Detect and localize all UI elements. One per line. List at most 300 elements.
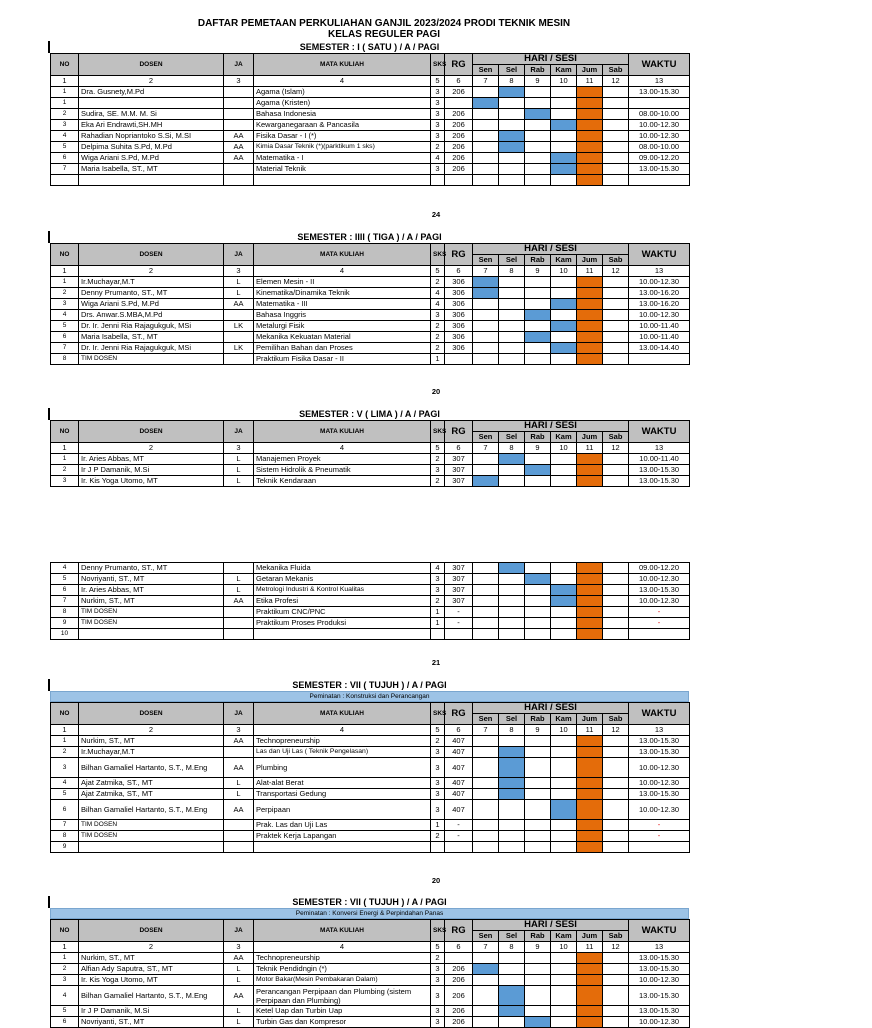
day-header-jum: Jum [577,255,603,266]
day-header-sel: Sel [499,65,525,76]
day-cell [603,618,629,629]
row-no: 2 [51,964,79,975]
row-no: 8 [51,354,79,365]
row-ja: AA [224,953,254,964]
row-sks: 3 [431,131,445,142]
row-rg: - [445,618,473,629]
day-header-kam: Kam [551,432,577,443]
row-dosen: Novriyanti, ST., MT [79,1017,224,1028]
table-row [51,454,690,465]
row-waktu [629,842,690,853]
jumat-cell [577,142,603,153]
table-row [51,820,690,831]
day-cell [525,585,551,596]
column-number: 8 [499,942,525,953]
row-rg: - [445,820,473,831]
day-cell [525,964,551,975]
row-waktu: 10.00-12.30 [629,975,690,986]
row-mata-kuliah: Metalurgi Fisik [254,321,431,332]
row-dosen: Delpima Suhita S.Pd, M.Pd [79,142,224,153]
row-waktu: 13.00-16.20 [629,288,690,299]
table-row [51,831,690,842]
row-rg: 407 [445,736,473,747]
scheduled-day-cell [525,109,551,120]
row-mata-kuliah: Manajemen Proyek [254,454,431,465]
row-no: 1 [51,98,79,109]
day-cell [525,164,551,175]
row-mata-kuliah: Praktikum CNC/PNC [254,607,431,618]
row-ja: AA [224,596,254,607]
row-ja [224,120,254,131]
column-number: 3 [224,76,254,87]
row-ja: L [224,288,254,299]
day-cell [473,120,499,131]
row-mata-kuliah: Kimia Dasar Teknik (*)(parktikum 1 sks) [254,142,431,153]
column-header-mata-kuliah: MATA KULIAH [254,54,431,76]
row-sks: 1 [431,618,445,629]
row-ja [224,607,254,618]
row-sks: 3 [431,758,445,778]
column-number: 9 [525,76,551,87]
day-cell [473,953,499,964]
row-no: 8 [51,607,79,618]
table-row [51,153,690,164]
day-cell [603,321,629,332]
column-number: 3 [224,443,254,454]
day-cell [473,1006,499,1017]
day-cell [473,831,499,842]
column-header-ja: JA [224,703,254,725]
row-sks: 3 [431,574,445,585]
row-rg: 206 [445,131,473,142]
scheduled-day-cell [551,343,577,354]
jumat-cell [577,299,603,310]
row-ja: L [224,465,254,476]
row-mata-kuliah: Kinematika/Dinamika Teknik [254,288,431,299]
column-header-dosen: DOSEN [79,421,224,443]
column-number: 11 [577,942,603,953]
semester-title: SEMESTER : VII ( TUJUH ) / A / PAGI [292,680,447,690]
row-mata-kuliah: Mekanika Fluida [254,563,431,574]
day-header-sen: Sen [473,432,499,443]
row-sks: 3 [431,986,445,1006]
day-header-sen: Sen [473,714,499,725]
day-cell [499,109,525,120]
row-mata-kuliah: Perpipaan [254,800,431,820]
row-no: 1 [51,277,79,288]
scheduled-day-cell [551,585,577,596]
row-waktu: 10.00-11.40 [629,454,690,465]
day-header-sen: Sen [473,931,499,942]
column-header-no: NO [51,244,79,266]
row-waktu: 13.00-15.30 [629,1006,690,1017]
row-waktu: 10.00-11.40 [629,332,690,343]
column-number: 9 [525,443,551,454]
day-header-rab: Rab [525,432,551,443]
row-ja: L [224,574,254,585]
row-dosen [79,175,224,186]
day-cell [551,574,577,585]
day-cell [525,288,551,299]
table-row [51,800,690,820]
column-number: 7 [473,443,499,454]
row-mata-kuliah: Pemilihan Bahan dan Proses [254,343,431,354]
row-ja [224,842,254,853]
row-sks: 4 [431,299,445,310]
row-dosen: Maria Isabella, ST., MT [79,164,224,175]
table-row [51,1006,690,1017]
row-no: 1 [51,87,79,98]
row-waktu: 13.00-15.30 [629,964,690,975]
column-header-rg: RG [445,244,473,266]
day-cell [551,964,577,975]
day-cell [525,831,551,842]
day-header-rab: Rab [525,931,551,942]
row-waktu: - [629,607,690,618]
row-no [51,175,79,186]
column-header-ja: JA [224,244,254,266]
row-rg: 407 [445,758,473,778]
row-sks: 2 [431,476,445,487]
day-cell [473,618,499,629]
table-row [51,629,690,640]
jumat-cell [577,820,603,831]
jumat-cell [577,98,603,109]
row-ja: L [224,778,254,789]
row-sks: 2 [431,953,445,964]
day-header-sel: Sel [499,255,525,266]
row-rg: 206 [445,142,473,153]
day-cell [603,310,629,321]
row-mata-kuliah: Agama (Kristen) [254,98,431,109]
day-cell [525,758,551,778]
day-cell [551,820,577,831]
row-rg: 206 [445,986,473,1006]
row-rg [445,98,473,109]
row-ja: L [224,585,254,596]
column-number: 11 [577,725,603,736]
day-cell [551,986,577,1006]
row-no: 4 [51,986,79,1006]
schedule-table [50,562,690,640]
row-waktu: - [629,831,690,842]
day-cell [525,986,551,1006]
scheduled-day-cell [525,465,551,476]
row-dosen: Wiga Ariani S.Pd, M.Pd [79,153,224,164]
day-cell [603,800,629,820]
row-sks: 3 [431,1017,445,1028]
scheduled-day-cell [551,596,577,607]
row-sks: 3 [431,778,445,789]
row-no: 9 [51,618,79,629]
column-number: 4 [254,725,431,736]
row-rg: 206 [445,120,473,131]
day-cell [603,964,629,975]
document-subtitle: KELAS REGULER PAGI [327,29,441,40]
day-cell [551,454,577,465]
row-no: 7 [51,164,79,175]
column-header-hari-sesi: HARI / SESI [473,421,629,432]
row-waktu: 13.00-15.30 [629,465,690,476]
day-cell [473,1017,499,1028]
row-sks: 2 [431,454,445,465]
row-mata-kuliah: Getaran Mekanis [254,574,431,585]
row-sks: 3 [431,120,445,131]
column-header-sks: SKS [431,703,445,725]
column-header-waktu: WAKTU [629,920,690,942]
jumat-cell [577,975,603,986]
day-cell [603,975,629,986]
row-waktu: 09.00-12.20 [629,153,690,164]
day-cell [525,800,551,820]
row-sks: 3 [431,98,445,109]
row-sks: 3 [431,87,445,98]
row-sks: 1 [431,820,445,831]
row-waktu: 13.00-15.30 [629,87,690,98]
scheduled-day-cell [473,277,499,288]
row-dosen: Ir. Aries Abbas, MT [79,454,224,465]
row-no: 1 [51,953,79,964]
jumat-cell [577,964,603,975]
day-cell [525,1006,551,1017]
column-number: 5 [431,725,445,736]
row-rg: 306 [445,332,473,343]
day-header-jum: Jum [577,432,603,443]
day-cell [525,789,551,800]
table-row [51,986,690,1006]
day-cell [499,465,525,476]
row-ja: AA [224,736,254,747]
day-cell [603,842,629,853]
day-cell [499,277,525,288]
row-waktu: 10.00-12.30 [629,131,690,142]
day-cell [525,142,551,153]
semester-7-konstruksi-total: 20 [431,876,441,885]
day-cell [473,87,499,98]
column-number: 1 [51,942,79,953]
day-cell [603,953,629,964]
day-header-kam: Kam [551,714,577,725]
row-dosen [79,98,224,109]
row-ja [224,87,254,98]
jumat-cell [577,175,603,186]
day-cell [551,758,577,778]
row-mata-kuliah: Kewarganegaraan & Pancasila [254,120,431,131]
row-dosen: Dr. Ir. Jenni Ria Rajagukguk, MSi [79,343,224,354]
column-header-no: NO [51,54,79,76]
jumat-cell [577,736,603,747]
day-cell [473,343,499,354]
row-dosen: TIM DOSEN [79,607,224,618]
row-dosen: Nurkim, ST., MT [79,596,224,607]
column-number: 12 [603,443,629,454]
row-ja: LK [224,321,254,332]
jumat-cell [577,596,603,607]
table-row [51,87,690,98]
row-no: 2 [51,288,79,299]
day-cell [603,454,629,465]
table-row [51,585,690,596]
column-header-rg: RG [445,54,473,76]
column-number: 8 [499,443,525,454]
column-header-rg: RG [445,421,473,443]
row-sks [431,842,445,853]
scheduled-day-cell [499,747,525,758]
day-cell [473,986,499,1006]
column-header-rg: RG [445,703,473,725]
row-dosen: Bilhan Gamaliel Hartanto, S.T., M.Eng [79,800,224,820]
day-cell [525,131,551,142]
column-number: 13 [629,266,690,277]
schedule-table [50,420,690,487]
row-rg: 206 [445,164,473,175]
column-number: 10 [551,942,577,953]
row-ja: L [224,975,254,986]
scheduled-day-cell [551,800,577,820]
jumat-cell [577,842,603,853]
row-no: 5 [51,1006,79,1017]
row-waktu: 10.00-11.40 [629,321,690,332]
row-waktu: 08.00-10.00 [629,142,690,153]
day-cell [473,310,499,321]
row-waktu: 10.00-12.30 [629,1017,690,1028]
day-cell [525,778,551,789]
day-cell [551,175,577,186]
column-number: 12 [603,266,629,277]
row-ja [224,175,254,186]
column-number: 6 [445,266,473,277]
day-cell [499,310,525,321]
table-row [51,953,690,964]
day-cell [499,831,525,842]
row-rg [445,953,473,964]
column-number: 1 [51,443,79,454]
column-number: 1 [51,266,79,277]
row-dosen: Alfian Ady Saputra, ST., MT [79,964,224,975]
row-ja: L [224,964,254,975]
day-header-jum: Jum [577,714,603,725]
day-cell [551,109,577,120]
row-ja: L [224,476,254,487]
day-cell [603,109,629,120]
day-cell [473,574,499,585]
row-ja: AA [224,142,254,153]
day-cell [499,596,525,607]
row-dosen: Ir.Muchayar,M.T [79,277,224,288]
day-cell [603,986,629,1006]
row-mata-kuliah: Sistem Hidrolik & Pneumatik [254,465,431,476]
row-no: 4 [51,310,79,321]
day-cell [551,563,577,574]
jumat-cell [577,354,603,365]
column-number: 13 [629,443,690,454]
row-waktu: 13.00-15.30 [629,585,690,596]
row-no: 3 [51,975,79,986]
scheduled-day-cell [499,563,525,574]
day-cell [603,820,629,831]
day-cell [525,454,551,465]
jumat-cell [577,164,603,175]
row-no: 7 [51,820,79,831]
column-number: 6 [445,443,473,454]
row-sks: 3 [431,964,445,975]
day-cell [551,310,577,321]
row-mata-kuliah: Teknik Kendaraan [254,476,431,487]
column-header-dosen: DOSEN [79,920,224,942]
row-dosen: Ajat Zatmika, ST., MT [79,778,224,789]
column-number: 13 [629,76,690,87]
column-number: 12 [603,942,629,953]
peminatan-label: Peminatan : Konstruksi dan Perancangan [50,691,689,702]
day-cell [499,607,525,618]
row-no: 2 [51,747,79,758]
row-rg: 307 [445,596,473,607]
column-number: 7 [473,942,499,953]
column-header-dosen: DOSEN [79,703,224,725]
row-rg: 407 [445,747,473,758]
day-cell [603,629,629,640]
row-no: 6 [51,332,79,343]
row-mata-kuliah: Material Teknik [254,164,431,175]
day-cell [525,354,551,365]
day-header-sel: Sel [499,432,525,443]
table-row [51,131,690,142]
row-sks: 3 [431,164,445,175]
jumat-cell [577,87,603,98]
row-no: 6 [51,585,79,596]
document-title: DAFTAR PEMETAAN PERKULIAHAN GANJIL 2023/2024 PRODI TEKNIK MESIN [197,18,571,29]
row-mata-kuliah: Alat-alat Berat [254,778,431,789]
day-cell [551,747,577,758]
day-cell [499,964,525,975]
column-header-hari-sesi: HARI / SESI [473,703,629,714]
day-cell [473,454,499,465]
scheduled-day-cell [551,153,577,164]
day-cell [499,98,525,109]
column-header-hari-sesi: HARI / SESI [473,920,629,931]
column-number: 5 [431,76,445,87]
row-rg: 306 [445,321,473,332]
column-number: 11 [577,266,603,277]
day-cell [473,299,499,310]
day-cell [525,277,551,288]
row-mata-kuliah: Transportasi Gedung [254,789,431,800]
column-number: 4 [254,76,431,87]
day-cell [603,789,629,800]
table-row [51,109,690,120]
row-waktu [629,175,690,186]
row-no: 2 [51,109,79,120]
day-cell [525,299,551,310]
table-row [51,596,690,607]
day-cell [499,288,525,299]
column-number: 6 [445,942,473,953]
row-rg: - [445,607,473,618]
jumat-cell [577,800,603,820]
semester-title: SEMESTER : I ( SATU ) / A / PAGI [299,42,440,52]
row-ja [224,747,254,758]
table-row [51,321,690,332]
column-number: 8 [499,266,525,277]
scheduled-day-cell [525,574,551,585]
jumat-cell [577,789,603,800]
scheduled-day-cell [525,332,551,343]
column-header-no: NO [51,421,79,443]
semester-1-total: 24 [431,210,441,219]
day-cell [473,321,499,332]
column-header-no: NO [51,920,79,942]
day-cell [603,1017,629,1028]
